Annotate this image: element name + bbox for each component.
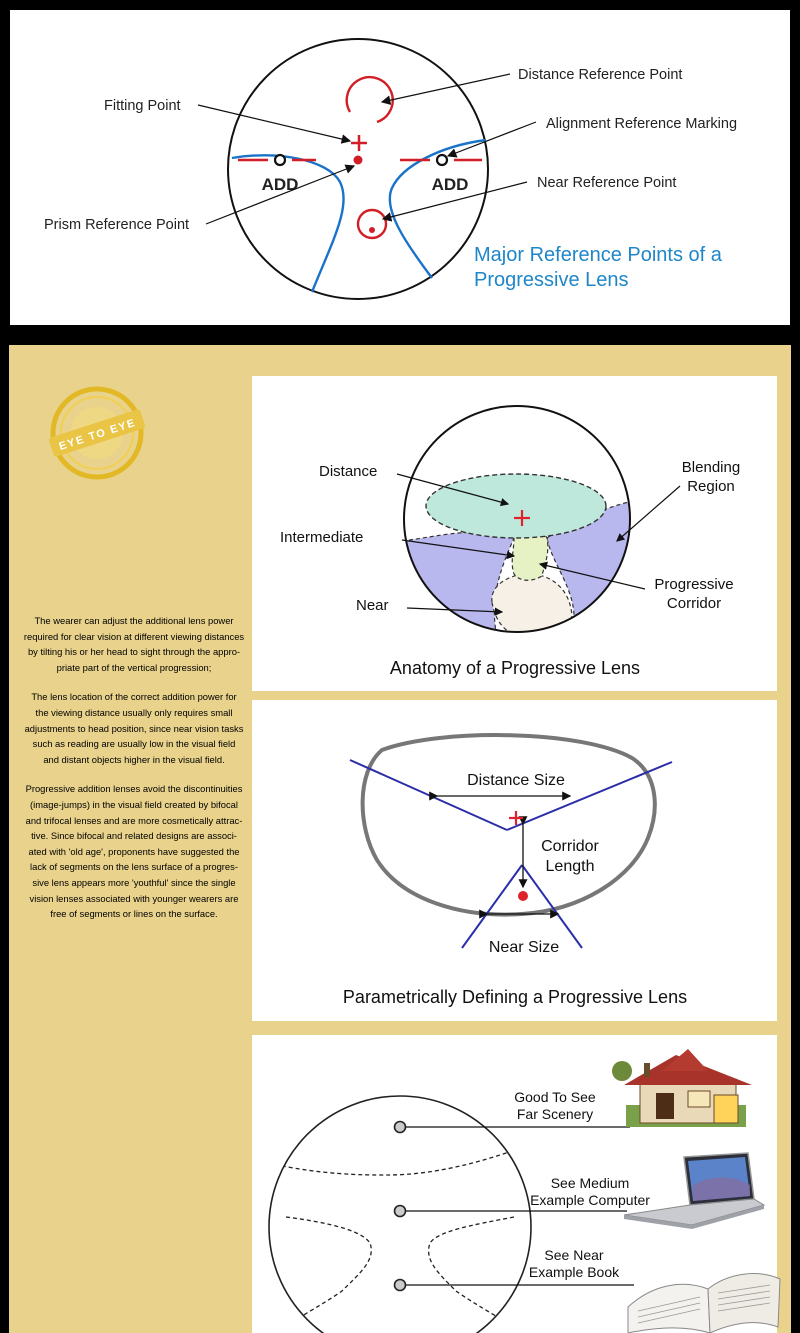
book-icon bbox=[628, 1274, 780, 1333]
blending-label-line1: Blending bbox=[681, 459, 741, 476]
anatomy-diagram bbox=[252, 376, 777, 691]
medium-zone-dot bbox=[395, 1206, 406, 1217]
distance-zone bbox=[426, 474, 606, 538]
near-size-label: Near Size bbox=[488, 939, 560, 956]
near-zone-dot bbox=[395, 1280, 406, 1291]
right-alignment-mark bbox=[437, 155, 447, 165]
anatomy-title: Anatomy of a Progressive Lens bbox=[389, 658, 641, 678]
badge-text: EYE TO EYE bbox=[57, 416, 138, 454]
parametric-title: Parametrically Defining a Progressive Lens bbox=[342, 987, 688, 1007]
add-label-right: ADD bbox=[431, 175, 469, 194]
medium-label-line2: Example Computer bbox=[530, 1192, 650, 1208]
distance-size-label: Distance Size bbox=[467, 772, 565, 789]
distance-reference-point-label: Distance Reference Point bbox=[518, 67, 683, 83]
distance-label: Distance bbox=[319, 463, 378, 480]
intermediate-label: Intermediate bbox=[280, 529, 364, 546]
top-title-line2: Progressive Lens bbox=[474, 269, 629, 291]
near-point-dot bbox=[518, 891, 528, 901]
vision-zones-diagram bbox=[252, 1035, 777, 1333]
paragraph-1: The wearer can adjust the additional lens power required for clear vision at different viewing distances by tilting his or her head to sight through the appro- priate part of the vertical progression; bbox=[23, 615, 245, 673]
paragraph-2: The lens location of the correct addition power for the viewing distance usually only requires small adjustments to head position, since near vision tasks such as reading are usually low in the visual field and distant objects higher in the visual field. bbox=[24, 691, 244, 765]
parametric-card bbox=[252, 700, 777, 1021]
vision-zones-card bbox=[252, 1035, 777, 1333]
eye-to-eye-badge-logo bbox=[47, 383, 147, 483]
fitting-point-label: Fitting Point bbox=[104, 98, 181, 114]
paragraph-3: Progressive addition lenses avoid the discontinuities (image-jumps) in the visual field created by bifocal and trifocal lenses and are more cosmetically attrac- tive. Since bifocal and related designs are associ- ated with 'old age', proponents have suggested the lack of segments on the lens surface of a progres- sive lens appears more 'youthful' since the single vision lenses associated with younger wearers are free of segments or lines on the surface. bbox=[25, 783, 243, 920]
left-alignment-mark bbox=[275, 155, 285, 165]
near-reference-point-label: Near Reference Point bbox=[537, 175, 677, 191]
near-label-line2: Example Book bbox=[528, 1264, 620, 1280]
lens-outline bbox=[228, 39, 488, 299]
blending-region-left bbox=[382, 532, 514, 632]
reference-points-panel bbox=[10, 10, 790, 325]
add-label-left: ADD bbox=[261, 175, 299, 194]
progressive-label-line1: Progressive bbox=[654, 576, 734, 593]
top-title-line1: Major Reference Points of a bbox=[474, 244, 722, 266]
side-description bbox=[19, 613, 249, 936]
prism-reference-point-label: Prism Reference Point bbox=[44, 217, 190, 233]
house-icon bbox=[612, 1049, 752, 1127]
near-label-line1: See Near bbox=[544, 1247, 604, 1263]
far-zone-dot bbox=[395, 1122, 406, 1133]
far-label-line1: Good To See bbox=[514, 1089, 596, 1105]
blending-label-line2: Region bbox=[687, 478, 735, 495]
medium-label-line1: See Medium bbox=[550, 1175, 630, 1191]
progressive-lens-info-panel bbox=[9, 345, 791, 1333]
alignment-reference-marking-label: Alignment Reference Marking bbox=[546, 116, 738, 132]
parametric-diagram bbox=[252, 700, 777, 1021]
corridor-label-line2: Length bbox=[545, 858, 595, 875]
progressive-label-line2: Corridor bbox=[666, 595, 722, 612]
prism-dot bbox=[354, 156, 363, 165]
anatomy-card bbox=[252, 376, 777, 691]
far-label-line2: Far Scenery bbox=[516, 1106, 594, 1122]
reference-points-diagram bbox=[10, 10, 790, 325]
laptop-icon bbox=[624, 1153, 764, 1229]
near-label: Near bbox=[356, 597, 389, 614]
corridor-label-line1: Corridor bbox=[541, 838, 599, 855]
lens-frame-outline bbox=[363, 735, 655, 914]
